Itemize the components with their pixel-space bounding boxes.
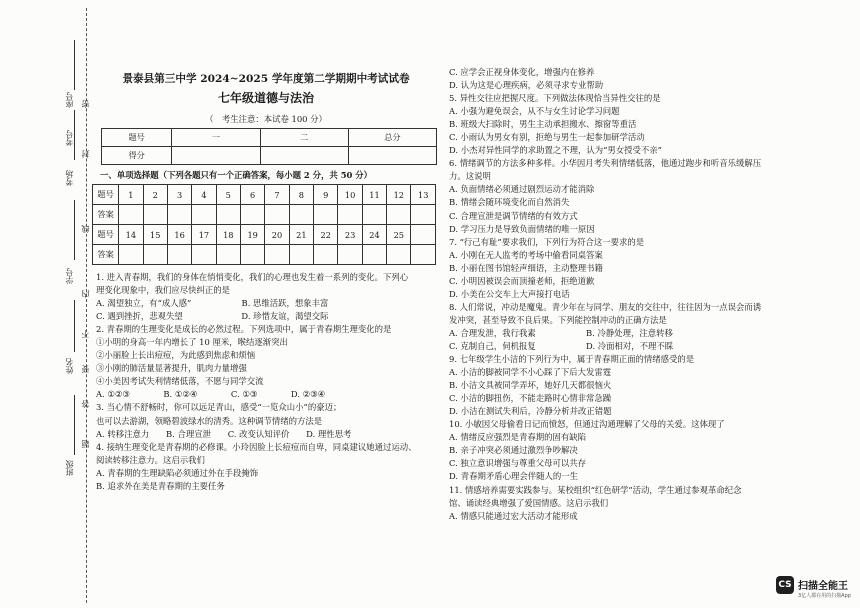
question-line: 发冲突，甚至导致不良后果。下列能控制冲动的正确方法是 — [449, 314, 667, 325]
option-line: C. 克制自己，伺机报复 D. 冷面相对，不理不睬 — [449, 340, 674, 351]
grid-cell: 15 — [143, 225, 167, 245]
answer-cell[interactable] — [167, 205, 191, 225]
scanner-tagline: 3亿人都在用的扫描App — [798, 593, 851, 599]
answer-cell[interactable] — [387, 205, 411, 225]
grid-answer-label: 答案 — [93, 205, 119, 225]
question-line: 4. 接纳生理变化是青春期的必修课。小玲因脸上长痘痘而自卑，同桌建议她通过运动、 — [96, 441, 417, 452]
option-line: A. 小强为避免误会，从不与女生讨论学习问题 — [449, 106, 620, 117]
left-column-questions — [96, 271, 417, 493]
seal-char-ti: 题 — [81, 440, 90, 448]
option-line: B. 情绪会随环境变化而自然消失 — [449, 197, 570, 208]
student-no-fill-line — [74, 200, 75, 260]
grid-cell: 题号 — [93, 225, 119, 245]
camscanner-logo-icon: CS — [776, 576, 794, 594]
score-header-cell: 一 — [172, 129, 260, 147]
option-line: D. 小美在公交车上大声接打电话 — [449, 288, 570, 299]
score-fill-cell[interactable] — [172, 147, 260, 165]
option-line: D. 青春期矛盾心理会伴随人的一生 — [449, 471, 578, 482]
seal-char-da: 答 — [81, 400, 90, 408]
score-header-cell: 二 — [260, 129, 348, 147]
option-line: A. 情绪反应强烈是青春期的固有缺陷 — [449, 432, 586, 443]
side-label-seat: 座号 — [65, 92, 74, 108]
statement-line: ②小丽脸上长出痘痘，为此感到焦虑和烦恼 — [96, 350, 256, 361]
score-header-cell: 题号 — [102, 129, 172, 147]
answer-cell[interactable] — [362, 205, 386, 225]
grid-cell: 2 — [143, 185, 167, 205]
answer-cell[interactable] — [192, 205, 216, 225]
score-header-cell: 总分 — [348, 129, 436, 147]
score-fill-cell[interactable] — [260, 147, 348, 165]
question-line: 也可以去游湖，领略碧波绿水的清秀。这种调节情绪的方法是 — [96, 415, 323, 426]
side-label-room: 考场 — [65, 170, 74, 186]
grid-cell — [411, 225, 436, 245]
grid-cell: 题号 — [93, 185, 119, 205]
subject-title: 七年级道德与法治 — [217, 91, 314, 105]
answer-cell[interactable] — [314, 245, 338, 265]
scanner-app-name: 扫描全能王 — [798, 581, 848, 592]
score-fill-cell[interactable] — [348, 147, 436, 165]
grid-cell: 22 — [314, 225, 338, 245]
answer-cell[interactable] — [167, 245, 191, 265]
question-line: 1. 进入青春期，我们的身体在悄悄变化，我们的心理也发生着一系列的变化。下列心 — [96, 272, 409, 282]
answer-cell[interactable] — [314, 205, 338, 225]
answer-cell[interactable] — [119, 245, 143, 265]
question-line: 10. 小敏因父母偷看日记而愤怒，但通过沟通理解了父母的关爱。这体现了 — [449, 419, 725, 430]
room-fill-line — [74, 110, 75, 160]
answer-cell[interactable] — [362, 245, 386, 265]
option-line: A. 小刚在无人监考的考场中偷看同桌答案 — [449, 249, 603, 260]
score-table — [101, 128, 437, 165]
answer-cell[interactable] — [143, 205, 167, 225]
seal-char-bu: 不 — [81, 330, 90, 338]
grid-cell: 13 — [411, 185, 436, 205]
option-line: B. 追求外在美是青春期的主要任务 — [96, 480, 225, 491]
answer-cell[interactable] — [240, 205, 264, 225]
question-line: 馆、诵读经典增强了爱国情感。这启示我们 — [449, 497, 609, 508]
option-line: A. 渴望独立，有“成人感” B. 思维活跃，想象丰富 — [96, 298, 329, 309]
side-label-name: 姓名 — [65, 358, 74, 374]
grid-cell: 8 — [289, 185, 313, 205]
binding-dashed-line — [86, 8, 87, 603]
option-line: C. 独立意识增强与尊重父母可以共存 — [449, 458, 587, 469]
question-line: 8. 人们常说，冲动是魔鬼。青少年在与同学、朋友的交往中，往往因为一点误会而诱 — [449, 301, 762, 312]
question-line: 阅读转移注意力。这启示我们 — [96, 454, 205, 465]
answer-cell[interactable] — [216, 205, 240, 225]
question-line: 力。这说明 — [449, 171, 491, 182]
option-line: B. 亲子冲突必须通过激烈争吵解决 — [449, 445, 578, 456]
grid-cell: 4 — [192, 185, 216, 205]
answer-cell[interactable] — [265, 245, 289, 265]
answer-cell[interactable] — [387, 245, 411, 265]
answer-grid — [92, 184, 436, 265]
option-line: C. 应学会正视身体变化，增强内在修养 — [449, 67, 595, 77]
right-column-questions — [449, 66, 787, 523]
question-line: 5. 异性交往应把握尺度。下列做法体现恰当异性交往的是 — [449, 93, 661, 104]
side-label-student-no: 学号 — [65, 268, 74, 284]
option-line: A. 合理发泄，我行我素 B. 冷静处理，注意转移 — [449, 327, 673, 338]
grid-cell: 18 — [216, 225, 240, 245]
option-line: A. 小洁的脚被同学不小心踩了下后大发雷霆 — [449, 367, 612, 378]
grid-answer-label: 答案 — [93, 245, 119, 265]
grid-cell: 24 — [362, 225, 386, 245]
answer-cell[interactable] — [240, 245, 264, 265]
answer-cell[interactable] — [143, 245, 167, 265]
option-line: C. 遇到挫折，悲观失望 D. 珍惜友谊，渴望交际 — [96, 311, 329, 322]
seal-char-xian: 线 — [81, 225, 90, 233]
side-label-class: 班级 — [65, 460, 74, 476]
answer-cell[interactable] — [338, 205, 362, 225]
grid-cell: 3 — [167, 185, 191, 205]
answer-cell[interactable] — [289, 245, 313, 265]
name-fill-line — [74, 300, 75, 352]
answer-cell[interactable] — [119, 205, 143, 225]
scanner-watermark — [776, 572, 856, 604]
side-label-exam-no: 考号 — [65, 130, 74, 146]
answer-cell[interactable] — [411, 205, 436, 225]
statement-line: ④小美因考试失利情绪低落，不愿与同学交流 — [96, 376, 264, 387]
option-line: A. 转移注意力 B. 合理宣泄 C. 改变认知评价 D. 理性思考 — [96, 428, 352, 439]
answer-cell[interactable] — [192, 245, 216, 265]
option-line: B. 小丽在图书馆轻声细语，主动整理书籍 — [449, 262, 603, 273]
grid-cell — [411, 245, 436, 265]
question-line: 9. 七年级学生小洁的下列行为中，属于青春期正面的情绪感受的是 — [449, 354, 695, 365]
grid-cell: 20 — [265, 225, 289, 245]
grid-cell: 25 — [387, 225, 411, 245]
grid-cell: 19 — [240, 225, 264, 245]
option-line: D. 学习压力是导致负面情绪的唯一原因 — [449, 223, 595, 234]
option-line: C. 小雨认为男女有别，拒绝与男生一起参加研学活动 — [449, 132, 645, 143]
score-label-cell: 得分 — [102, 147, 172, 165]
option-line: A. 情感只能通过宏大活动才能形成 — [449, 510, 578, 521]
question-line: 3. 当心情不舒畅时，你可以远足青山，感受“一览众山小”的豪迈； — [96, 402, 342, 413]
option-line: C. 小洁的脚扭伤，不能走路时心情非常急躁 — [449, 393, 612, 404]
option-line: B. 小洁文具被同学弄坏，她好几天都很恼火 — [449, 380, 612, 391]
question-line: 6. 情绪调节的方法多种多样。小华因月考失利情绪低落，他通过跑步和听音乐缓解压 — [449, 158, 762, 169]
grid-cell: 17 — [192, 225, 216, 245]
question-line: 7. “行己有耻”要求我们，下列行为符合这一要求的是 — [449, 236, 645, 247]
grid-cell: 10 — [338, 185, 362, 205]
option-line: A. 青春期的生理缺陷必须通过外在手段掩饰 — [96, 467, 259, 478]
answer-cell[interactable] — [338, 245, 362, 265]
seat-fill-line — [74, 40, 75, 90]
statement-line: ③小刚的肺活量显著提升，肌肉力量增强 — [96, 363, 247, 374]
seal-char-yao: 要 — [81, 365, 90, 373]
grid-cell: 21 — [289, 225, 313, 245]
question-line: 2. 青春期的生理变化是成长的必然过程。下列选项中，属于青春期生理变化的是 — [96, 324, 392, 335]
answer-cell[interactable] — [265, 205, 289, 225]
grid-cell: 6 — [240, 185, 264, 205]
grid-cell: 9 — [314, 185, 338, 205]
grid-cell: 11 — [362, 185, 386, 205]
statement-line: ①小明的身高一年内增长了 10 厘米，喉结逐渐突出 — [96, 337, 288, 348]
option-line: C. 小明因被误会而顶撞老师，拒绝道歉 — [449, 275, 595, 286]
option-line: B. 班级大扫除时，男生主动承担搬水、擦窗等重活 — [449, 119, 637, 130]
question-line: 11. 情感培养需要实践参与。某校组织“红色研学”活动，学生通过参观革命纪念 — [449, 484, 742, 495]
option-line: D. 小洁在测试失利后，冷静分析并改正错题 — [449, 406, 612, 417]
grid-cell: 1 — [119, 185, 143, 205]
exam-note: （ 考生注意：本试卷 100 分） — [205, 114, 327, 124]
grid-cell: 7 — [265, 185, 289, 205]
option-line: D. 认为这是心理疾病，必须寻求专业帮助 — [449, 80, 604, 91]
question-line: 理变化现象中，我们应尽快纠正的是 — [96, 285, 230, 296]
section-one-heading: 一、单项选择题（下列各题只有一个正确答案，每小题 2 分，共 50 分） — [100, 170, 373, 180]
grid-cell: 12 — [387, 185, 411, 205]
answer-cell[interactable] — [216, 245, 240, 265]
grid-cell: 16 — [167, 225, 191, 245]
seal-char-nei: 内 — [81, 290, 90, 298]
seal-char-feng: 封 — [81, 150, 90, 158]
exam-title: 景泰县第三中学 2024~2025 学年度第二学期期中考试试卷 — [122, 73, 410, 85]
option-line: A. ①②③ B. ①②④ C. ①③ D. ②③④ — [96, 389, 326, 400]
grid-cell: 5 — [216, 185, 240, 205]
option-line: D. 小杰对异性同学的求助置之不理，认为“男女授受不亲” — [449, 145, 662, 156]
grid-cell: 14 — [119, 225, 143, 245]
option-line: A. 负面情绪必须通过剧烈运动才能消除 — [449, 184, 595, 195]
grid-cell: 23 — [338, 225, 362, 245]
class-fill-line — [74, 395, 75, 455]
answer-cell[interactable] — [289, 205, 313, 225]
option-line: C. 合理宣泄是调节情绪的有效方式 — [449, 210, 578, 221]
seal-char-mi: 密 — [81, 100, 90, 108]
